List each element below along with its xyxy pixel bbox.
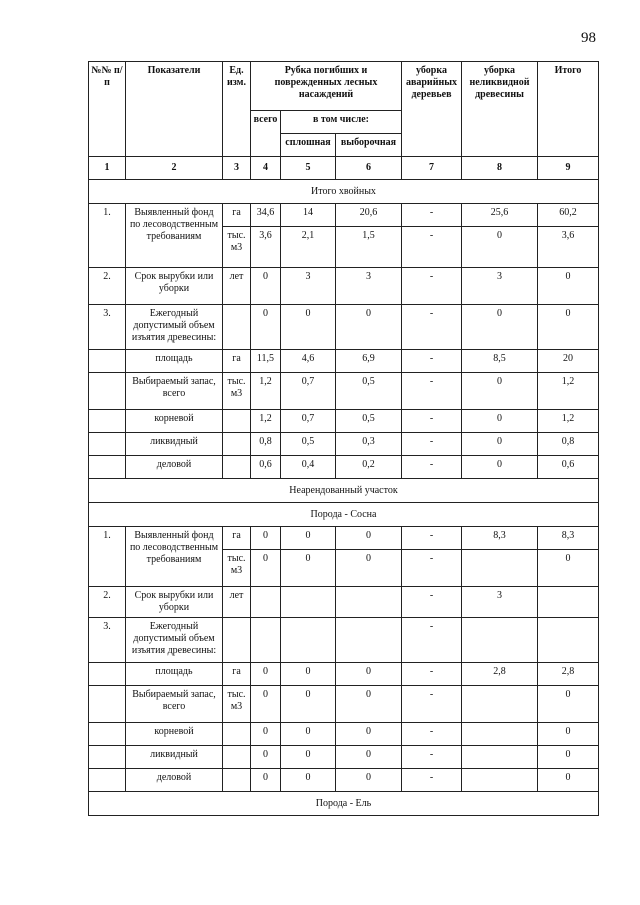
column-number: 1 — [89, 157, 126, 180]
cell: 0 — [336, 686, 402, 723]
cell: 20,6 — [336, 204, 402, 227]
row-num: 1. — [89, 527, 126, 587]
row-num — [89, 456, 126, 479]
row-num — [89, 686, 126, 723]
row-unit — [223, 456, 251, 479]
cell: 3 — [462, 587, 538, 618]
cell: 0 — [281, 723, 336, 746]
table-row — [89, 686, 599, 723]
table-header — [89, 62, 599, 157]
row-num: 2. — [89, 268, 126, 305]
row-unit: тыс. м3 — [223, 550, 251, 587]
cell: 0 — [462, 227, 538, 268]
row-unit: тыс. м3 — [223, 227, 251, 268]
column-number: 5 — [281, 157, 336, 180]
row-label: Выбираемый запас, всего — [126, 373, 223, 410]
row-unit — [223, 305, 251, 350]
cell: 0 — [281, 746, 336, 769]
header-total: Итого — [538, 62, 599, 157]
cell: 1,2 — [538, 410, 599, 433]
section-title: Порода - Ель — [89, 792, 599, 816]
row-label: Ежегодный допустимый объем изъятия древесины: — [126, 618, 223, 663]
cell: 3,6 — [251, 227, 281, 268]
cell: 0 — [281, 663, 336, 686]
cell: 0 — [251, 723, 281, 746]
cell: 8,3 — [462, 527, 538, 550]
column-number: 3 — [223, 157, 251, 180]
cell: 2,8 — [462, 663, 538, 686]
column-number: 8 — [462, 157, 538, 180]
cell — [281, 618, 336, 663]
cell — [281, 587, 336, 618]
header-including: в том числе: — [281, 111, 402, 134]
row-num — [89, 663, 126, 686]
cell: 0 — [251, 527, 281, 550]
column-number: 2 — [126, 157, 223, 180]
cell: 0,8 — [251, 433, 281, 456]
cell: - — [402, 433, 462, 456]
cell: 0 — [281, 527, 336, 550]
cell — [538, 587, 599, 618]
row-label: ликвидный — [126, 433, 223, 456]
cell: 0 — [251, 746, 281, 769]
cell: - — [402, 227, 462, 268]
cell: 25,6 — [462, 204, 538, 227]
cell: 0 — [336, 769, 402, 792]
table-row — [89, 456, 599, 479]
row-num — [89, 373, 126, 410]
forestry-table — [88, 61, 599, 816]
row-num: 2. — [89, 587, 126, 618]
cell: 0,5 — [336, 373, 402, 410]
row-unit: га — [223, 527, 251, 550]
cell: 1,2 — [251, 410, 281, 433]
cell: 0 — [538, 268, 599, 305]
row-label: корневой — [126, 410, 223, 433]
cell: - — [402, 618, 462, 663]
row-unit: га — [223, 204, 251, 227]
section-title: Итого хвойных — [89, 180, 599, 204]
cell: 0 — [251, 550, 281, 587]
cell: 0 — [281, 550, 336, 587]
cell: 0 — [538, 746, 599, 769]
header-indicators: Показатели — [126, 62, 223, 157]
table-row — [89, 746, 599, 769]
row-label: Ежегодный допустимый объем изъятия древесины: — [126, 305, 223, 350]
table-row — [89, 663, 599, 686]
cell: 0 — [462, 410, 538, 433]
row-unit — [223, 769, 251, 792]
cell — [251, 618, 281, 663]
header-unit: Ед. изм. — [223, 62, 251, 157]
cell: 2,8 — [538, 663, 599, 686]
row-unit: га — [223, 663, 251, 686]
cell: - — [402, 723, 462, 746]
cell: 14 — [281, 204, 336, 227]
cell: 0 — [462, 456, 538, 479]
table-row — [89, 373, 599, 410]
cell: 60,2 — [538, 204, 599, 227]
table-row — [89, 410, 599, 433]
cell — [336, 618, 402, 663]
row-num: 1. — [89, 204, 126, 268]
row-unit: лет — [223, 587, 251, 618]
cell: 0 — [462, 305, 538, 350]
row-unit: лет — [223, 268, 251, 305]
row-num: 3. — [89, 618, 126, 663]
cell: 0 — [281, 686, 336, 723]
row-num — [89, 433, 126, 456]
cell: - — [402, 550, 462, 587]
cell: 0 — [251, 663, 281, 686]
row-num — [89, 769, 126, 792]
table-row — [89, 769, 599, 792]
cell: 34,6 — [251, 204, 281, 227]
cell: 6,9 — [336, 350, 402, 373]
cell: 0 — [251, 268, 281, 305]
row-label: деловой — [126, 769, 223, 792]
row-unit — [223, 746, 251, 769]
cell: 0 — [336, 663, 402, 686]
cell: 0 — [462, 433, 538, 456]
row-unit — [223, 433, 251, 456]
row-unit: га — [223, 350, 251, 373]
cell: 0 — [251, 769, 281, 792]
row-num — [89, 723, 126, 746]
header-selective: выборочная — [336, 134, 402, 157]
cell: 0 — [251, 305, 281, 350]
cell: 0 — [538, 723, 599, 746]
cell: 0,5 — [281, 433, 336, 456]
cell: - — [402, 527, 462, 550]
cell: 3 — [336, 268, 402, 305]
column-number: 6 — [336, 157, 402, 180]
page-number: 98 — [581, 30, 596, 46]
cell: 0 — [251, 686, 281, 723]
cell: - — [402, 587, 462, 618]
row-unit — [223, 410, 251, 433]
table-row — [89, 723, 599, 746]
cell: 0,3 — [336, 433, 402, 456]
row-label: площадь — [126, 350, 223, 373]
cell: 0 — [462, 373, 538, 410]
section-title: Порода - Сосна — [89, 503, 599, 527]
row-label: Выявленный фонд по лесоводственным требованиям — [126, 204, 223, 268]
row-label: площадь — [126, 663, 223, 686]
cell: 0,5 — [336, 410, 402, 433]
cell: - — [402, 663, 462, 686]
cell: 11,5 — [251, 350, 281, 373]
cell: 0 — [538, 550, 599, 587]
row-num — [89, 350, 126, 373]
cell — [462, 746, 538, 769]
cell: 0 — [538, 769, 599, 792]
column-number: 7 — [402, 157, 462, 180]
cell: 0,6 — [538, 456, 599, 479]
cell: - — [402, 410, 462, 433]
cell: 0 — [538, 686, 599, 723]
cell: - — [402, 686, 462, 723]
table-row — [89, 587, 599, 618]
header-clear: сплошная — [281, 134, 336, 157]
row-label: ликвидный — [126, 746, 223, 769]
cell: - — [402, 204, 462, 227]
cell: 1,5 — [336, 227, 402, 268]
row-num: 3. — [89, 305, 126, 350]
cell — [462, 686, 538, 723]
column-number: 9 — [538, 157, 599, 180]
cell: - — [402, 373, 462, 410]
cell: 0,4 — [281, 456, 336, 479]
header-num: №№ п/п — [89, 62, 126, 157]
section-title: Неарендованный участок — [89, 479, 599, 503]
row-num — [89, 410, 126, 433]
row-label: деловой — [126, 456, 223, 479]
table-row — [89, 305, 599, 350]
cell: 0 — [336, 527, 402, 550]
row-label: корневой — [126, 723, 223, 746]
table-row — [89, 204, 599, 227]
cell: 0 — [336, 723, 402, 746]
cell — [462, 618, 538, 663]
row-unit: тыс. м3 — [223, 686, 251, 723]
cell — [538, 618, 599, 663]
cell: - — [402, 746, 462, 769]
cell: - — [402, 456, 462, 479]
table-row — [89, 433, 599, 456]
column-numbers-row — [89, 157, 599, 180]
row-label: Срок вырубки или уборки — [126, 587, 223, 618]
row-unit — [223, 723, 251, 746]
cell: - — [402, 350, 462, 373]
table-row — [89, 618, 599, 663]
cell: 0 — [336, 746, 402, 769]
cell: 4,6 — [281, 350, 336, 373]
cell: 0,2 — [336, 456, 402, 479]
cell — [462, 723, 538, 746]
cell: - — [402, 769, 462, 792]
row-unit: тыс. м3 — [223, 373, 251, 410]
cell: 8,3 — [538, 527, 599, 550]
cell: 0,8 — [538, 433, 599, 456]
cell — [251, 587, 281, 618]
cell: 20 — [538, 350, 599, 373]
cell: 3 — [462, 268, 538, 305]
cell: 8,5 — [462, 350, 538, 373]
table-row — [89, 350, 599, 373]
cell — [462, 550, 538, 587]
cell — [462, 769, 538, 792]
cell: 1,2 — [538, 373, 599, 410]
cell: 0,6 — [251, 456, 281, 479]
row-label: Выбираемый запас, всего — [126, 686, 223, 723]
cell: 2,1 — [281, 227, 336, 268]
cell: - — [402, 305, 462, 350]
cell: 0 — [336, 305, 402, 350]
header-all: всего — [251, 111, 281, 157]
row-unit — [223, 618, 251, 663]
cell: 0 — [538, 305, 599, 350]
header-felling: Рубка погибших и поврежденных лесных насаждений — [251, 62, 402, 111]
cell: - — [402, 268, 462, 305]
header-emergency: уборка аварийных деревьев — [402, 62, 462, 157]
cell: 3,6 — [538, 227, 599, 268]
row-label: Выявленный фонд по лесоводственным требованиям — [126, 527, 223, 587]
row-num — [89, 746, 126, 769]
row-label: Срок вырубки или уборки — [126, 268, 223, 305]
header-illiquid: уборка неликвидной древесины — [462, 62, 538, 157]
column-number: 4 — [251, 157, 281, 180]
cell: 0,7 — [281, 410, 336, 433]
cell: 1,2 — [251, 373, 281, 410]
cell: 0 — [281, 769, 336, 792]
cell: 0,7 — [281, 373, 336, 410]
cell: 0 — [336, 550, 402, 587]
table-row — [89, 268, 599, 305]
cell — [336, 587, 402, 618]
table-row — [89, 527, 599, 550]
cell: 0 — [281, 305, 336, 350]
cell: 3 — [281, 268, 336, 305]
